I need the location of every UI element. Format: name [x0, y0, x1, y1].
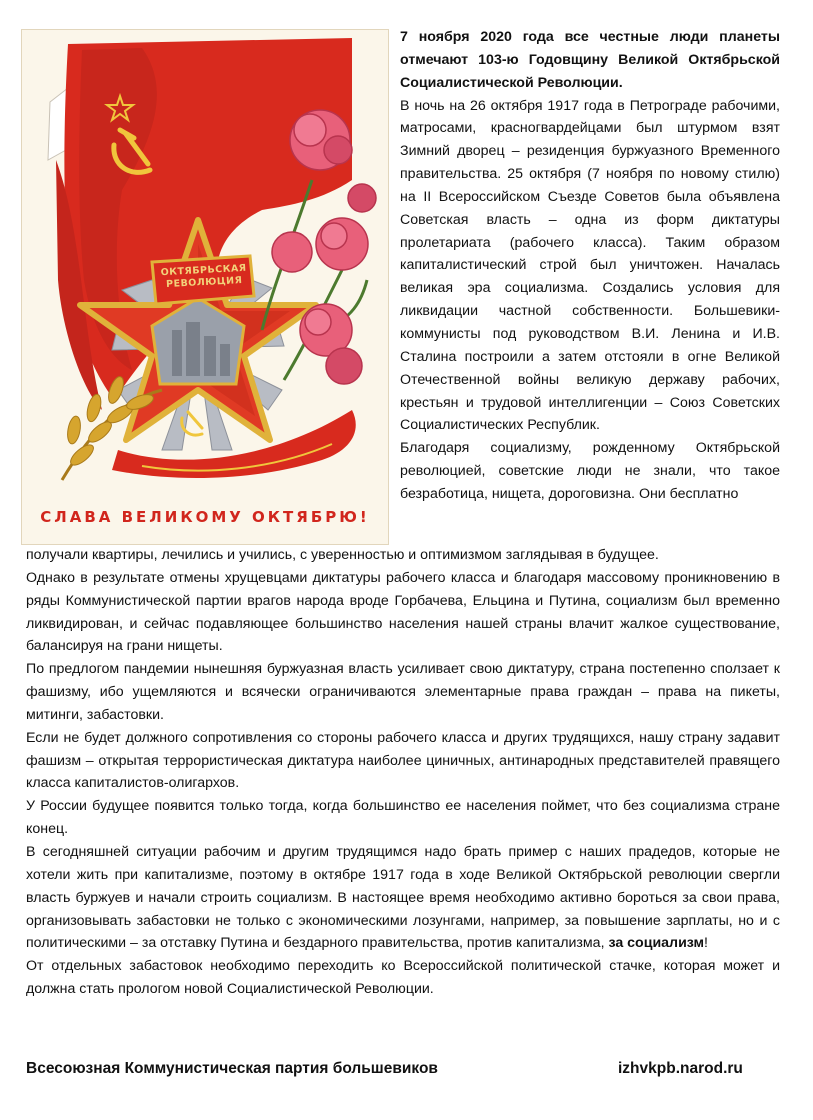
ribbon-line-1: ОКТЯБРЬСКАЯ	[160, 262, 247, 279]
paragraph-text: В сегодняшней ситуации рабочим и другим трудящимся надо брать пример с наших прадедов, которые не хотели жить при капитализме, поэтому в октябре 1917 года в ходе Великой Октябрьской революции свергли власть буржуев и начали строить социализм. В настоящее время необходимо активно бороться за свои права, организовывать забастовки не только с экономическими лозунгами, например, за повышение зарплаты, но и с политическими – за отставку Путина и бездарного правительства, против капитализма,	[26, 843, 780, 952]
article-paragraph: Благодаря социализму, рожденному Октябрьской революцией, советские люди не знали, что такое безработица, нищета, дороговизна. Они бесплатно	[400, 440, 780, 502]
article-body	[26, 544, 780, 1001]
article-paragraph: Если не будет должного сопротивления со стороны рабочего класса и других трудящихся, нашу страну задавит фашизм – открытая террористическая диктатура наиболее циничных, антинародных представителей правящего класса капиталистов-олигархов.	[26, 729, 780, 792]
ribbon-line-2: РЕВОЛЮЦИЯ	[165, 275, 243, 290]
postcard-slogan: СЛАВА ВЕЛИКОМУ ОКТЯБРЮ!	[40, 508, 370, 526]
footer-website[interactable]: izhvkpb.narod.ru	[618, 1060, 743, 1077]
october-postcard	[22, 30, 388, 544]
article-paragraph: По предлогом пандемии нынешняя буржуазная власть усиливает свою диктатуру, страна постепенно сползает к фашизму, ибо ущемляются и всячески ограничиваются элементарные права граждан – права на пикеты, митинги, забастовки.	[26, 661, 780, 723]
article-paragraph	[26, 841, 780, 955]
article-paragraph: получали квартиры, лечились и учились, с уверенностью и оптимизмом заглядывая в будущее.	[26, 547, 659, 563]
footer-organization: Всесоюзная Коммунистическая партия большевиков	[26, 1060, 438, 1077]
emphasis-text: за социализм	[608, 935, 704, 952]
article-paragraph: У России будущее появится только тогда, когда большинство ее населения поймет, что без социализма стране конец.	[26, 798, 780, 838]
paragraph-text: !	[704, 935, 708, 952]
article-paragraph: Однако в результате отмены хрущевцами диктатуры рабочего класса и благодаря массовому проникновению в ряды Коммунистической партии врагов народа вроде Горбачева, Ельцина и Путина, социализм был временно ликвидирован, и сейчас подавляющее большинство населения нашей страны влачит жалкое существование, балансируя на грани нищеты.	[26, 569, 780, 655]
article-intro-column	[400, 26, 780, 506]
article-lead: 7 ноября 2020 года все честные люди планеты отмечают 103-ю Годовщину Великой Октябрьской Социалистической Революции.	[400, 29, 780, 91]
article-paragraph: В ночь на 26 октября 1917 года в Петрограде рабочими, матросами, красногвардейцами был штурмом взят Зимний дворец – резиденция буржуазного Временного правительства. 25 октября (7 ноября по новому стилю) на II Всероссийском Съезде Советов была объявлена Советская власть – одна из форм диктатуры пролетариата (рабочего класса). Таким образом капиталистический строй был уничтожен. Началась великая эра социализма. Создались условия для ликвидации частной собственности. Большевики-коммунисты под руководством В.И. Ленина и И.В. Сталина построили а затем отстояли в огне Великой Отечественной войны великую державу рабочих, крестьян и трудовой интеллигенции – Союз Советских Социалистических Республик.	[400, 97, 780, 434]
article-paragraph: От отдельных забастовок необходимо переходить ко Всероссийской политической стачке, которая может и должна стать прологом новой Социалистической Революции.	[26, 958, 780, 998]
